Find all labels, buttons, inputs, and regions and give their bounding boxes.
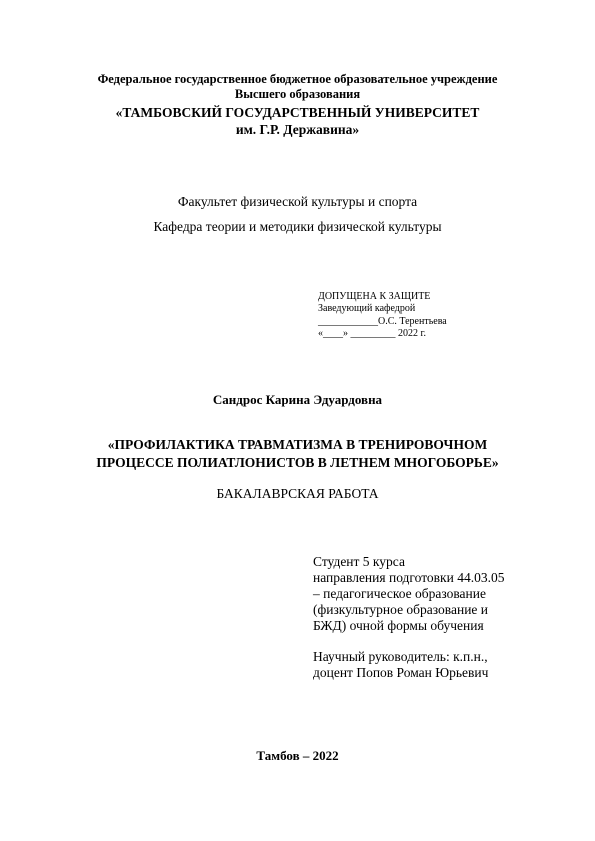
supervisor-line-2: доцент Попов Роман Юрьевич bbox=[313, 665, 489, 680]
approval-signature-line: ____________О.С. Терентьева bbox=[318, 316, 447, 327]
institution-name-suffix: им. Г.Р. Державина» bbox=[235, 122, 360, 137]
thesis-title-line-1: «ПРОФИЛАКТИКА ТРАВМАТИЗМА В ТРЕНИРОВОЧНОМ bbox=[107, 437, 488, 452]
author-name: Сандрос Карина Эдуардовна bbox=[212, 392, 383, 407]
student-info-line-2: направления подготовки 44.03.05 bbox=[313, 570, 505, 585]
institution-line-1: Федеральное государственное бюджетное образовательное учреждение bbox=[97, 72, 498, 86]
institution-name: «ТАМБОВСКИЙ ГОСУДАРСТВЕННЫЙ УНИВЕРСИТЕТ bbox=[115, 105, 480, 120]
city-year: Тамбов – 2022 bbox=[256, 748, 339, 763]
work-type: БАКАЛАВРСКАЯ РАБОТА bbox=[216, 486, 379, 501]
supervisor-line-1: Научный руководитель: к.п.н., bbox=[313, 649, 488, 664]
thesis-title-line-2: ПРОЦЕССЕ ПОЛИАТЛОНИСТОВ В ЛЕТНЕМ МНОГОБОРЬЕ» bbox=[96, 455, 499, 470]
institution-line-2: Высшего образования bbox=[234, 87, 361, 101]
department-name: Кафедра теории и методики физической культуры bbox=[153, 219, 442, 234]
student-info-line-3: – педагогическое образование bbox=[313, 586, 486, 601]
approval-head-of-department: Заведующий кафедрой bbox=[318, 303, 416, 314]
approval-heading: ДОПУЩЕНА К ЗАЩИТЕ bbox=[318, 291, 431, 302]
student-info-line-1: Студент 5 курса bbox=[313, 554, 405, 569]
faculty-name: Факультет физической культуры и спорта bbox=[177, 194, 418, 209]
approval-date-line: «____» _________ 2022 г. bbox=[318, 328, 426, 339]
student-info-line-4: (физкультурное образование и bbox=[313, 602, 489, 617]
student-info-line-5: БЖД) очной формы обучения bbox=[313, 618, 484, 633]
